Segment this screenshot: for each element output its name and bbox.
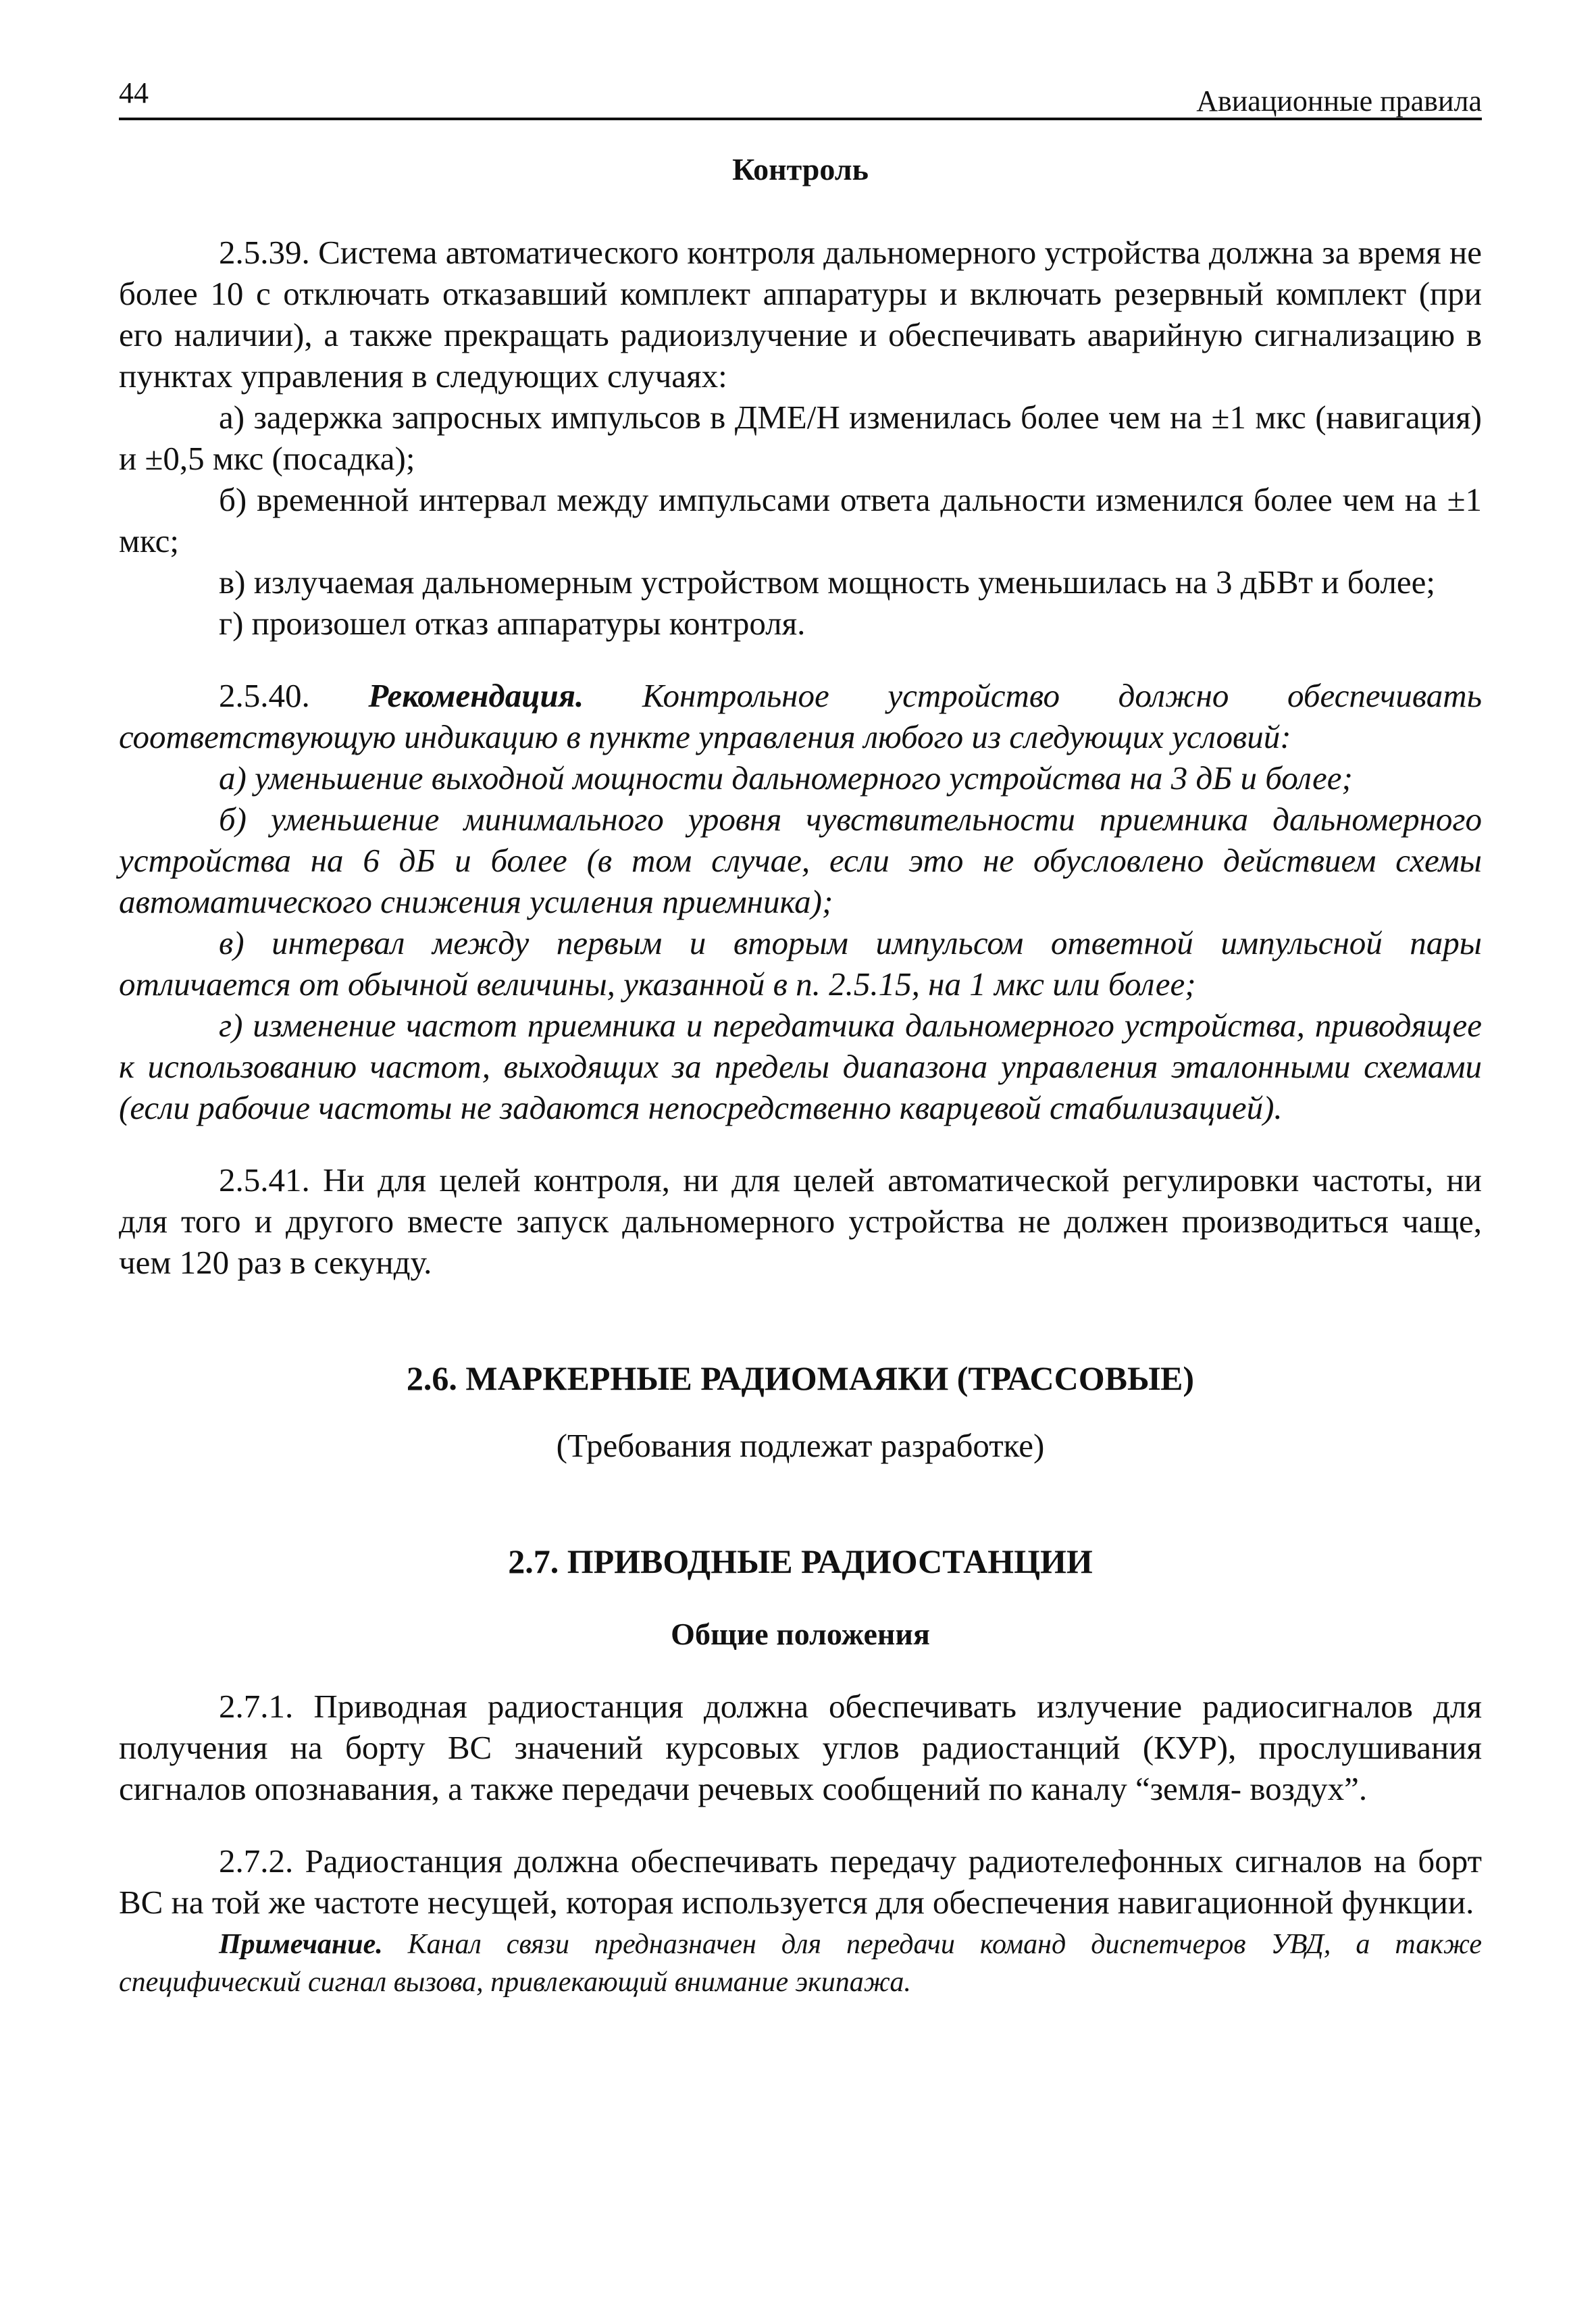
section-heading-2-7: 2.7. ПРИВОДНЫЕ РАДИОСТАНЦИИ [508,1542,1093,1580]
paragraph-2-5-41: 2.5.41. Ни для целей контроля, ни для целей автоматической регулировки частоты, ни для того и другого вместе запуск дальномерного устройства не должен производиться чаще, чем 120 раз в секунду. [119,1161,1482,1281]
header-rule [119,118,1482,120]
heading-control: Контроль [732,152,869,186]
page-body [119,142,1482,2001]
item-2-5-39-g: г) произошел отказ аппаратуры контроля. [219,605,806,642]
recommendation-intro: Контрольное устройство должно обеспечивать соответствующую индикацию в пункте управления любого из следующих условий: [119,677,1482,755]
page-number: 44 [119,76,149,109]
paragraph-number: 2.5.40. [219,677,310,714]
running-title: Авиационные правила [1196,84,1482,118]
section-heading-2-6: 2.6. МАРКЕРНЫЕ РАДИОМАЯКИ (ТРАССОВЫЕ) [406,1359,1195,1397]
item-2-5-39-v: в) излучаемая дальномерным устройством мощность уменьшилась на 3 дБВт и более; [219,563,1436,601]
note [119,1926,1482,2001]
item-2-5-40-b: б) уменьшение минимального уровня чувствительности приемника дальномерного устройства на 6 дБ и более (в том случае, если это не обусловлено действием схемы автоматического снижения усиления приемника); [119,801,1482,920]
item-2-5-39-a: а) задержка запросных импульсов в ДМЕ/Н изменилась более чем на ±1 мкс (навигация) и ±0,5 мкс (посадка); [119,399,1482,477]
paragraph-2-7-1: 2.7.1. Приводная радиостанция должна обеспечивать излучение радиосигналов для получения на борту ВС значений курсовых углов радиостанций (КУР), прослушивания сигналов опознавания, а также передачи речевых сообщений по каналу “земля- воздух”. [119,1688,1482,1807]
paragraph-2-5-39: 2.5.39. Система автоматического контроля дальномерного устройства должна за время не более 10 с отключать отказавший комплект аппаратуры и включать резервный комплект (при его наличии), а также прекращать радиоизлучение и обеспечивать аварийную сигнализацию в пунктах управления в следующих случаях: [119,234,1482,395]
note-text: Канал связи предназначен для передачи команд диспетчеров УВД, а также специфический сигнал вызова, привлекающий внимание экипажа. [119,1929,1482,1998]
paragraph-2-5-40 [119,675,1482,757]
page-header [119,76,1482,123]
recommendation-label: Рекомендация. [368,677,584,714]
item-2-5-40-g: г) изменение частот приемника и передатчика дальномерного устройства, приводящее к использованию частот, выходящих за пределы диапазона управления эталонными схемами (если рабочие частоты не задаются непосредственно кварцевой стабилизацией). [119,1007,1482,1126]
item-2-5-40-v: в) интервал между первым и вторым импульсом ответной импульсной пары отличается от обычной величины, указанной в п. 2.5.15, на 1 мкс или более; [119,924,1482,1003]
section-2-6-text: (Требования подлежат разработке) [556,1427,1045,1464]
subheading-general: Общие положения [671,1617,930,1651]
item-2-5-39-b: б) временной интервал между импульсами ответа дальности изменился более чем на ±1 мкс; [119,481,1482,559]
paragraph-2-7-2: 2.7.2. Радиостанция должна обеспечивать передачу радиотелефонных сигналов на борт ВС на той же частоте несущей, которая используется для обеспечения навигационной функции. [119,1842,1482,1921]
item-2-5-40-a: а) уменьшение выходной мощности дальномерного устройства на 3 дБ и более; [219,759,1353,797]
note-label: Примечание. [219,1929,383,1960]
